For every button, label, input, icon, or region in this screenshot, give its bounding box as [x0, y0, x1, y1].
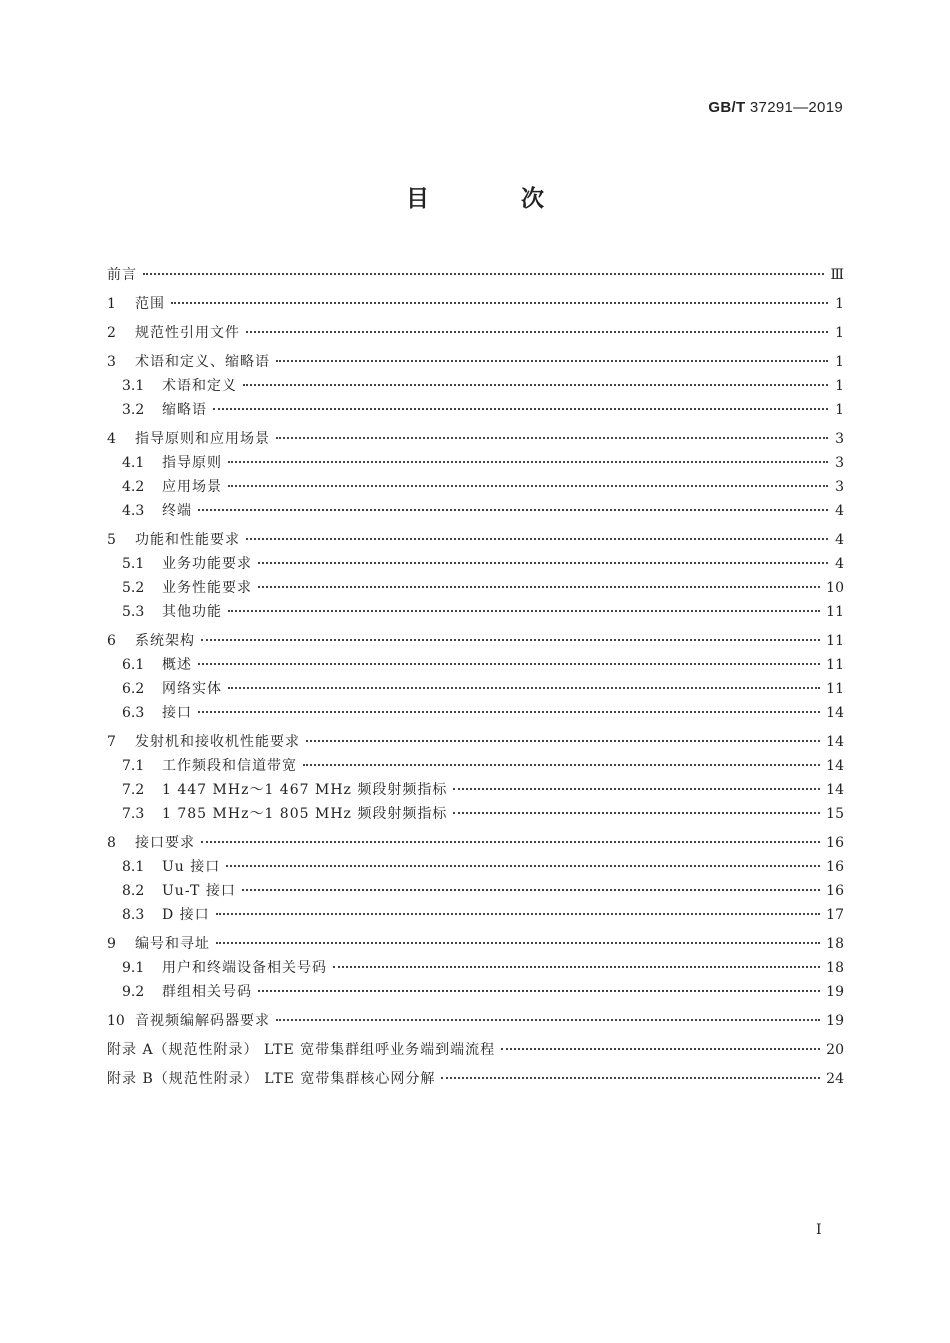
- toc-entry-page: 3: [835, 479, 844, 495]
- dot-leader: [441, 1077, 820, 1079]
- toc-entry-page: 10: [826, 580, 844, 596]
- toc-entry-number: 1: [107, 296, 116, 312]
- toc-entry-label: 工作频段和信道带宽: [162, 758, 297, 774]
- toc-entry-label: 群组相关号码: [162, 984, 252, 1000]
- toc-entry[interactable]: [107, 1009, 844, 1033]
- toc-entry[interactable]: [107, 778, 844, 802]
- toc-entry-label: Uu-T 接口: [162, 883, 236, 899]
- toc-entry-page: 24: [826, 1071, 844, 1087]
- dot-leader: [201, 841, 820, 843]
- toc-entry-label: 缩略语: [162, 402, 207, 418]
- dot-leader: [226, 865, 820, 867]
- toc-entry-number: 6.2: [122, 681, 145, 697]
- toc-entry-page: 4: [835, 503, 844, 519]
- toc-entry-page: 15: [826, 806, 844, 822]
- dot-leader: [258, 990, 820, 992]
- dot-leader: [246, 538, 828, 540]
- toc-entry-number: 5.1: [122, 556, 145, 572]
- toc-entry[interactable]: [107, 499, 844, 523]
- toc-entry-number: 3.2: [122, 402, 145, 418]
- toc-entry-label: 指导原则和应用场景: [135, 431, 270, 447]
- toc-entry-page: 20: [826, 1042, 844, 1058]
- dot-leader: [243, 384, 828, 386]
- toc-entry-label: 范围: [135, 296, 165, 312]
- toc-entry[interactable]: [107, 451, 844, 475]
- toc-entry-label: 1 447 MHz～1 467 MHz 频段射频指标: [162, 782, 448, 798]
- toc-entry[interactable]: [107, 1038, 844, 1062]
- toc-entry-page: 1: [835, 402, 844, 418]
- dot-leader: [198, 711, 820, 713]
- toc-entry-page: 3: [835, 431, 844, 447]
- toc-entry-page: 14: [826, 758, 844, 774]
- toc-entry-number: 8.3: [122, 907, 145, 923]
- toc-entry[interactable]: [107, 292, 844, 316]
- toc-entry-label: 指导原则: [162, 455, 222, 471]
- toc-entry[interactable]: [107, 879, 844, 903]
- toc-entry[interactable]: [107, 576, 844, 600]
- dot-leader: [306, 740, 820, 742]
- toc-entry-number: 7.3: [122, 806, 145, 822]
- toc-entry-number: 8.1: [122, 859, 145, 875]
- toc-entry[interactable]: [107, 831, 844, 855]
- toc-entry[interactable]: [107, 374, 844, 398]
- standard-prefix: GB/T: [708, 99, 746, 116]
- toc-entry-number: 6: [107, 633, 116, 649]
- toc-entry-number: 2: [107, 325, 116, 341]
- toc-entry-label: 终端: [162, 503, 192, 519]
- dot-leader: [228, 461, 828, 463]
- toc-entry-label: 音视频编解码器要求: [135, 1013, 270, 1029]
- toc-entry-number: 8: [107, 835, 116, 851]
- dot-leader: [258, 586, 820, 588]
- toc-entry-label: 附录 B（规范性附录） LTE 宽带集群核心网分解: [107, 1071, 436, 1087]
- toc-entry-label: 业务功能要求: [162, 556, 252, 572]
- toc-entry-page: 16: [826, 835, 844, 851]
- toc-entry-number: 7.1: [122, 758, 145, 774]
- toc-entry-label: 发射机和接收机性能要求: [135, 734, 300, 750]
- dot-leader: [143, 273, 824, 275]
- toc-entry[interactable]: [107, 629, 844, 653]
- toc-entry-page: 14: [826, 705, 844, 721]
- toc-entry-page: 11: [826, 681, 844, 697]
- dot-leader: [276, 360, 828, 362]
- toc-entry-label: 网络实体: [162, 681, 222, 697]
- standard-number: 37291—2019: [749, 99, 843, 116]
- toc-entry[interactable]: [107, 980, 844, 1004]
- dot-leader: [216, 913, 820, 915]
- dot-leader: [228, 610, 820, 612]
- dot-leader: [258, 562, 828, 564]
- toc-entry-page: 19: [826, 1013, 844, 1029]
- dot-leader: [198, 663, 820, 665]
- dot-leader: [453, 812, 820, 814]
- toc-entry[interactable]: [107, 653, 844, 677]
- toc-entry-label: 1 785 MHz～1 805 MHz 频段射频指标: [162, 806, 448, 822]
- toc-entry-number: 6.1: [122, 657, 145, 673]
- toc-entry-number: 5: [107, 532, 116, 548]
- toc-entry-number: 7.2: [122, 782, 145, 798]
- toc-entry-label: 规范性引用文件: [135, 325, 240, 341]
- toc-entry-page: 16: [826, 883, 844, 899]
- toc-entry[interactable]: [107, 321, 844, 345]
- toc-entry-label: 术语和定义: [162, 378, 237, 394]
- standard-code: [708, 99, 843, 116]
- toc-entry[interactable]: [107, 398, 844, 422]
- toc-entry-label: 编号和寻址: [135, 936, 210, 952]
- toc-entry-label: 术语和定义、缩略语: [135, 354, 270, 370]
- toc-entry-label: 概述: [162, 657, 192, 673]
- toc-entry-page: Ⅲ: [830, 267, 844, 283]
- dot-leader: [213, 408, 828, 410]
- toc-entry-label: 接口要求: [135, 835, 195, 851]
- dot-leader: [242, 889, 820, 891]
- toc-entry-page: 11: [826, 657, 844, 673]
- toc-entry-page: 19: [826, 984, 844, 1000]
- dot-leader: [198, 509, 828, 511]
- toc-entry[interactable]: [107, 1067, 844, 1091]
- toc-entry-number: 5.3: [122, 604, 145, 620]
- toc-entry-page: 17: [826, 907, 844, 923]
- dot-leader: [228, 687, 820, 689]
- toc-entry-number: 4.1: [122, 455, 145, 471]
- toc-entry-number: 9.2: [122, 984, 145, 1000]
- toc-entry[interactable]: [107, 754, 844, 778]
- dot-leader: [201, 639, 820, 641]
- toc-entry[interactable]: [107, 552, 844, 576]
- toc-entry-label: 系统架构: [135, 633, 195, 649]
- toc-entry[interactable]: [107, 263, 844, 287]
- toc-entry[interactable]: [107, 600, 844, 624]
- toc-entry-page: 11: [826, 633, 844, 649]
- footer-page-number: I: [816, 1222, 822, 1238]
- toc-entry[interactable]: [107, 855, 844, 879]
- toc-entry-page: 18: [826, 936, 844, 952]
- toc-entry-label: Uu 接口: [162, 859, 221, 875]
- toc-entry[interactable]: [107, 427, 844, 451]
- toc-entry-page: 4: [835, 532, 844, 548]
- dot-leader: [276, 437, 828, 439]
- dot-leader: [453, 788, 820, 790]
- toc-entry-page: 4: [835, 556, 844, 572]
- toc-entry-number: 4: [107, 431, 116, 447]
- toc-entry-label: 前言: [107, 267, 137, 283]
- dot-leader: [303, 764, 820, 766]
- toc-entry-page: 18: [826, 960, 844, 976]
- toc-entry-page: 1: [835, 296, 844, 312]
- dot-leader: [228, 485, 828, 487]
- toc-entry-label: 附录 A（规范性附录） LTE 宽带集群组呼业务端到端流程: [107, 1042, 496, 1058]
- toc-entry[interactable]: [107, 677, 844, 701]
- toc-entry-number: 9.1: [122, 960, 145, 976]
- toc-entry-number: 10: [107, 1013, 125, 1029]
- toc-entry[interactable]: [107, 903, 844, 927]
- page-title: 目 次: [405, 186, 586, 212]
- toc-entry[interactable]: [107, 475, 844, 499]
- toc-entry-label: D 接口: [162, 907, 210, 923]
- toc-entry-number: 4.3: [122, 503, 145, 519]
- toc-entry[interactable]: [107, 350, 844, 374]
- toc-entry-number: 5.2: [122, 580, 145, 596]
- table-of-contents: [107, 258, 844, 1091]
- toc-entry-number: 7: [107, 734, 116, 750]
- toc-entry-page: 14: [826, 782, 844, 798]
- dot-leader: [276, 1019, 820, 1021]
- toc-entry[interactable]: [107, 701, 844, 725]
- toc-entry-page: 1: [835, 354, 844, 370]
- toc-entry-label: 其他功能: [162, 604, 222, 620]
- toc-entry-page: 3: [835, 455, 844, 471]
- toc-entry-page: 16: [826, 859, 844, 875]
- toc-entry-number: 3.1: [122, 378, 145, 394]
- dot-leader: [246, 331, 828, 333]
- dot-leader: [171, 302, 828, 304]
- toc-entry-label: 业务性能要求: [162, 580, 252, 596]
- dot-leader: [501, 1048, 820, 1050]
- dot-leader: [333, 966, 820, 968]
- toc-entry-label: 接口: [162, 705, 192, 721]
- toc-entry[interactable]: [107, 528, 844, 552]
- toc-entry-page: 14: [826, 734, 844, 750]
- toc-entry-number: 9: [107, 936, 116, 952]
- toc-entry[interactable]: [107, 932, 844, 956]
- dot-leader: [216, 942, 820, 944]
- toc-entry[interactable]: [107, 802, 844, 826]
- toc-entry-page: 1: [835, 378, 844, 394]
- toc-entry-label: 功能和性能要求: [135, 532, 240, 548]
- toc-entry[interactable]: [107, 956, 844, 980]
- toc-entry-number: 6.3: [122, 705, 145, 721]
- toc-entry-page: 11: [826, 604, 844, 620]
- toc-entry-number: 3: [107, 354, 116, 370]
- toc-entry-page: 1: [835, 325, 844, 341]
- toc-entry-number: 4.2: [122, 479, 145, 495]
- toc-entry-label: 应用场景: [162, 479, 222, 495]
- toc-entry-number: 8.2: [122, 883, 145, 899]
- toc-entry[interactable]: [107, 730, 844, 754]
- toc-entry-label: 用户和终端设备相关号码: [162, 960, 327, 976]
